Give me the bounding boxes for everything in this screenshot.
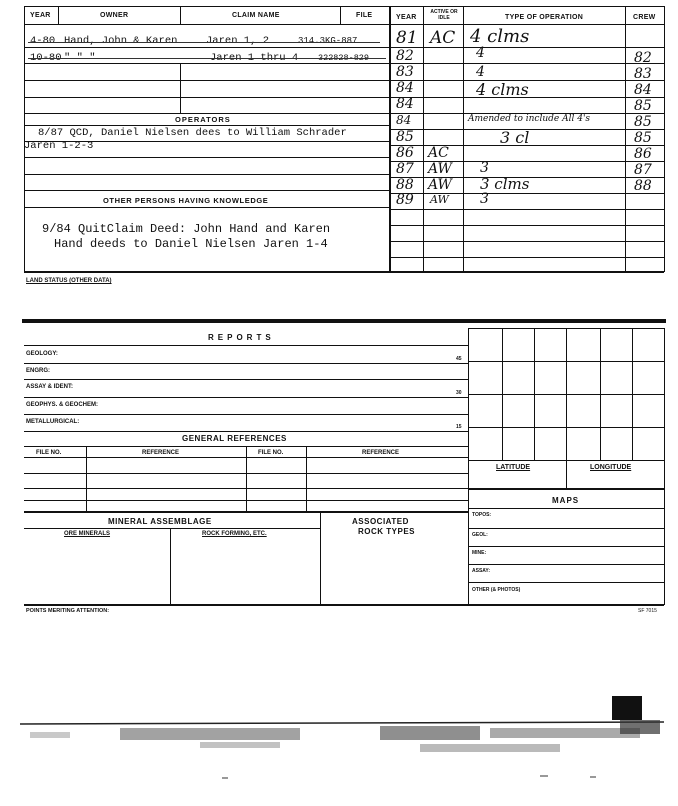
activity-9-year: 87 [396,161,414,177]
activity-11-op: 3 [480,191,489,207]
header-crew: CREW [633,14,656,21]
header-file: FILE [356,12,373,19]
longitude-label: LONGITUDE [590,464,632,471]
activity-6-op: Amended to include All 4's [468,114,591,124]
activity-9-op: 3 [480,160,489,176]
owner-row-1-date: 4-80 [30,35,56,47]
report-geology-num: 45 [456,356,462,362]
mineral-assemblage-title: MINERAL ASSEMBLAGE [108,517,212,526]
owner-row-2-file: 322828-829 [318,53,370,63]
activity-9-active: AW [428,161,452,177]
owner-row-1-claim: Jaren 1, 2 [206,35,270,47]
activity-2-crew: 82 [634,50,652,66]
activity-4-crew: 84 [634,82,652,98]
owner-row-2-date: 10-80 [30,52,62,64]
activity-2-op: 4 [476,45,485,61]
gr-file-no: FILE NO. [36,450,62,456]
owner-row-1-file: 314.3KG-887 [298,36,358,46]
points-meriting-label: POINTS MERITING ATTENTION: [26,608,110,614]
ore-minerals-label: ORE MINERALS [64,531,111,537]
report-assay-num: 30 [456,390,462,396]
activity-1-active: AC [430,28,456,48]
header-year: YEAR [30,12,51,19]
activity-7-year: 85 [396,129,414,145]
map-other: OTHER (& PHOTOS) [472,587,521,593]
activity-2-year: 82 [396,48,414,64]
activity-8-active: AC [428,145,449,161]
map-assay: ASSAY: [472,568,491,574]
activity-3-year: 83 [396,64,414,80]
reports-title: REPORTS [208,333,275,342]
activity-3-crew: 83 [634,66,652,82]
activity-5-year: 84 [396,96,414,112]
activity-8-year: 86 [396,145,414,161]
form-number: SF 7015 [638,608,657,614]
rock-forming-label: ROCK FORMING, ETC. [202,531,267,537]
map-geol: GEOL: [472,532,488,538]
gr-file-no-2: FILE NO. [258,450,284,456]
activity-9-crew: 87 [634,162,652,178]
land-status-label: LAND STATUS (OTHER DATA) [26,278,112,284]
activity-4-op: 4 clms [476,80,529,99]
activity-11-year: 89 [396,192,414,208]
report-metallurgical-num: 15 [456,424,462,430]
report-geophys: GEOPHYS. & GEOCHEM: [26,402,99,408]
activity-3-op: 4 [476,64,485,80]
owner-row-2-owner: " " " [64,52,96,64]
activity-6-year: 84 [396,113,412,127]
scan-noise-band [0,690,678,790]
operators-line-1: 8/87 QCD, Daniel Nielsen dees to William Schrader [38,127,347,139]
map-mine: MINE: [472,550,487,556]
owner-row-1-owner: Hand, John & Karen [64,35,178,47]
activity-10-op: 3 clms [480,175,530,193]
activity-10-crew: 88 [634,178,652,194]
report-engrg: ENGRG: [26,368,50,374]
activity-11-active: AW [430,193,449,206]
report-metallurgical: METALLURGICAL: [26,419,80,425]
header-active-idle: ACTIVE OR IDLE [430,9,458,21]
associated-rock-types-2: ROCK TYPES [358,527,416,536]
header-type-of-operation: TYPE OF OPERATION [505,14,584,21]
other-persons-line-1: 9/84 QuitClaim Deed: John Hand and Karen [42,222,331,236]
activity-8-crew: 86 [634,146,652,162]
header-year-right: YEAR [396,14,417,21]
other-persons-line-2: Hand deeds to Daniel Nielsen Jaren 1-4 [54,237,328,251]
owner-row-2-claim: Jaren 1 thru 4 [210,52,299,64]
section-divider-bar [22,319,666,323]
activity-4-year: 84 [396,80,414,96]
report-geology: GEOLOGY: [26,351,58,357]
activity-1-op: 4 clms [470,26,530,47]
activity-6-crew: 85 [634,114,652,130]
general-references-title: GENERAL REFERENCES [182,434,287,443]
associated-rock-types-1: ASSOCIATED [352,517,409,526]
map-topos: TOPOS: [472,512,492,518]
activity-5-crew: 85 [634,98,652,114]
gr-reference: REFERENCE [142,450,180,456]
header-owner: OWNER [100,12,129,19]
operators-title: OPERATORS [175,115,231,124]
maps-title: MAPS [552,496,580,505]
latitude-label: LATITUDE [496,464,531,471]
activity-7-op: 3 cl [500,128,530,147]
header-claim-name: CLAIM NAME [232,12,280,19]
activity-10-year: 88 [396,177,414,193]
other-persons-title: OTHER PERSONS HAVING KNOWLEDGE [103,196,269,205]
report-assay: ASSAY & IDENT: [26,384,74,390]
activity-10-active: AW [428,177,452,193]
gr-reference-2: REFERENCE [362,450,400,456]
activity-1-year: 81 [396,28,418,48]
activity-7-crew: 85 [634,130,652,146]
operators-line-2: Jaren 1-2-3 [24,140,94,152]
